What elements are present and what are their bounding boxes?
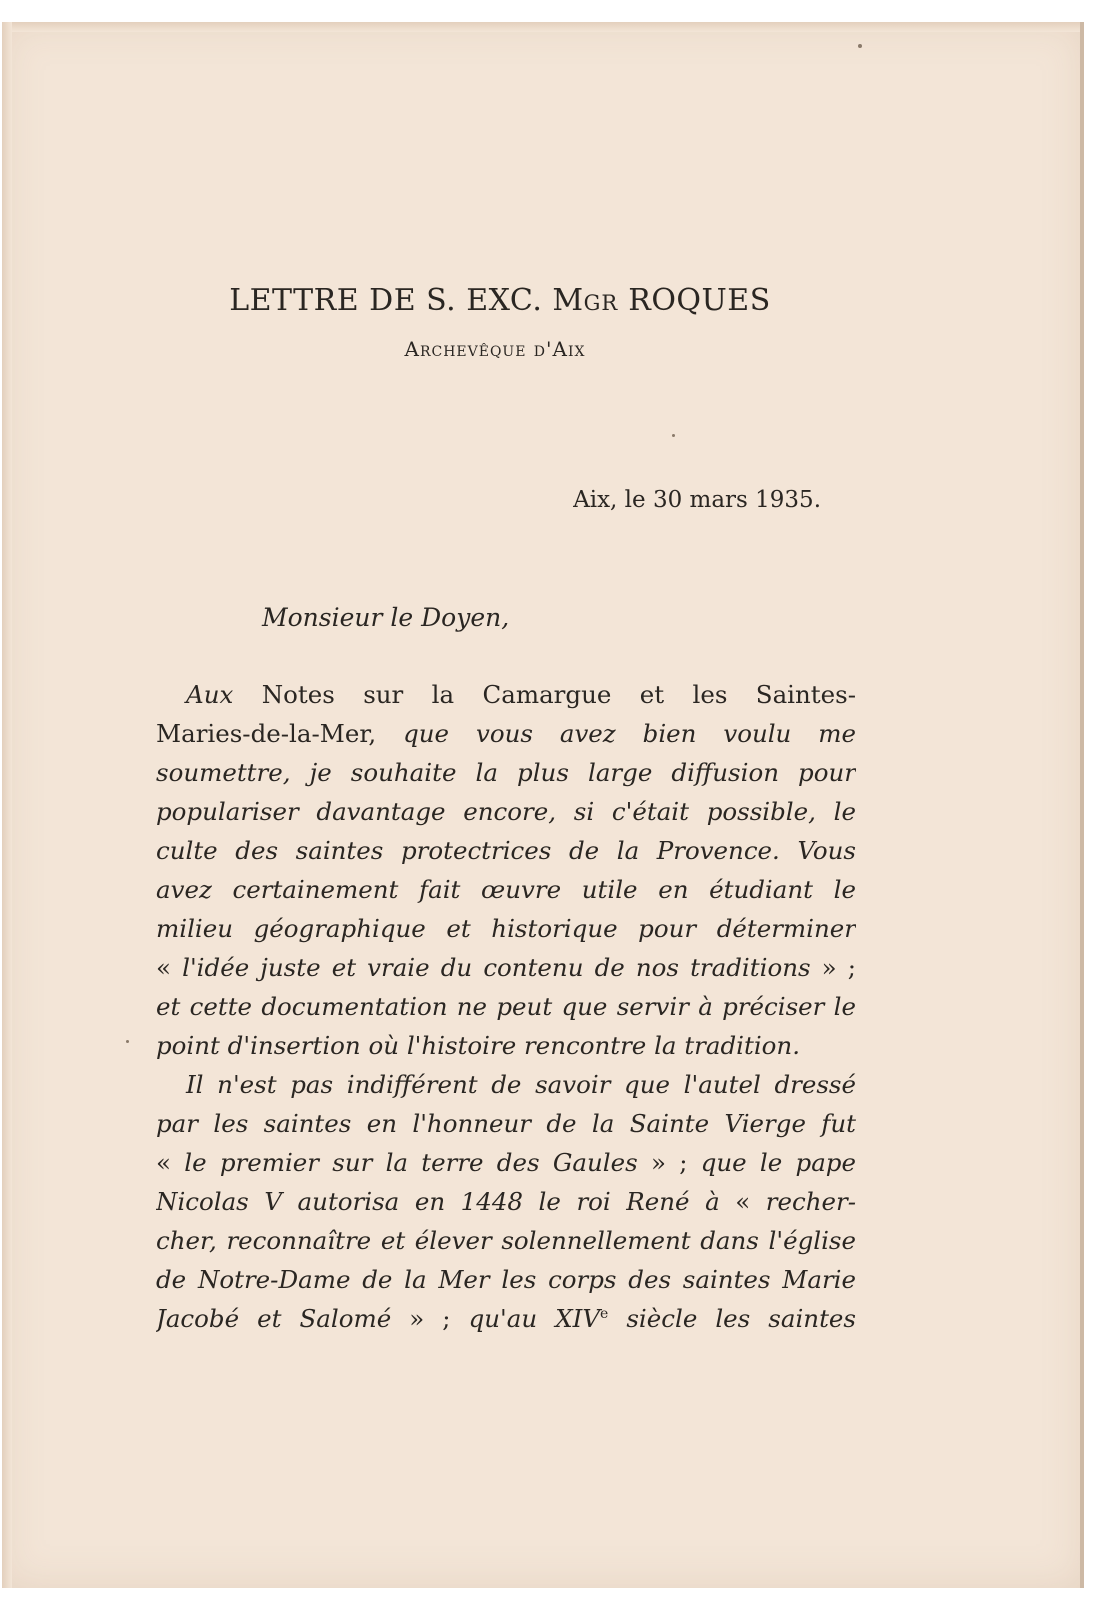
letter-title	[180, 283, 820, 318]
paper-speck	[858, 44, 862, 48]
body-text-segment: culte des saintes protectrices de la Provence. Vous	[156, 836, 856, 865]
body-text-line	[156, 1182, 856, 1221]
body-text-segment: recher-	[765, 1187, 856, 1216]
body-text-line	[156, 1260, 856, 1299]
body-text-segment: e	[600, 1305, 609, 1322]
body-text-line	[156, 1065, 856, 1104]
body-text-segment: » ;	[637, 1148, 701, 1177]
body-text-segment: avez certainement fait œuvre utile en étudiant le	[156, 875, 856, 904]
letter-salutation: Monsieur le Doyen,	[262, 603, 510, 632]
page-top-edge	[2, 22, 1084, 32]
body-text-line	[156, 753, 856, 792]
letter-title-part2: ROQUES	[618, 283, 771, 318]
body-text-line	[156, 1104, 856, 1143]
body-text-segment: Aux	[186, 680, 234, 709]
body-text-segment: Jacobé et Salomé	[156, 1304, 392, 1333]
letter-body	[156, 675, 856, 1338]
letter-title-smallcaps: GR	[583, 291, 619, 315]
body-text-segment: Notes sur la Camargue et les Saintes-	[233, 680, 856, 709]
body-text-segment: siècle les saintes	[608, 1304, 856, 1333]
body-text-line	[156, 1221, 856, 1260]
body-text-line	[156, 987, 856, 1026]
body-text-segment: de Notre-Dame de la Mer les corps des saintes Marie	[156, 1265, 856, 1294]
body-text-line	[156, 1026, 856, 1065]
body-text-segment: que vous avez bien voulu me	[403, 719, 856, 748]
body-text-segment: «	[156, 953, 183, 982]
body-text-segment: qu'au XIV	[468, 1304, 601, 1333]
body-text-segment: Nicolas V autorisa en 1448 le roi René à	[156, 1187, 736, 1216]
body-text-segment: » ;	[810, 953, 856, 982]
body-text-line	[156, 948, 856, 987]
body-text-segment: que le pape	[700, 1148, 856, 1177]
body-text-segment: par les saintes en l'honneur de la Sainte Vierge fut	[156, 1109, 856, 1138]
letter-dateline: Aix, le 30 mars 1935.	[573, 487, 821, 513]
paper-speck	[126, 1040, 129, 1043]
body-text-line	[156, 870, 856, 909]
body-text-line	[156, 831, 856, 870]
body-text-line	[156, 1299, 856, 1338]
body-text-segment: soumettre, je souhaite la plus large diffusion pour	[156, 758, 856, 787]
body-text-segment: » ;	[391, 1304, 469, 1333]
letter-title-part1: LETTRE DE S. EXC. M	[229, 283, 584, 318]
letter-subtitle: Archevêque d'Aix	[404, 337, 586, 361]
page-left-edge	[2, 22, 12, 1588]
body-text-segment: populariser davantage encore, si c'était possible, le	[156, 797, 856, 826]
body-text-line	[156, 909, 856, 948]
page-right-edge	[1080, 22, 1084, 1588]
body-text-segment: cher, reconnaître et élever solennellement dans l'église	[156, 1226, 856, 1255]
body-text-segment: et cette documentation ne peut que servir à préciser le	[156, 992, 856, 1021]
body-text-segment: le premier sur la terre des Gaules	[184, 1148, 638, 1177]
body-text-line	[156, 675, 856, 714]
body-text-segment: «	[156, 1148, 185, 1177]
body-text-segment: Maries-de-la-Mer,	[156, 719, 404, 748]
paper-speck	[672, 434, 675, 437]
body-text-segment: l'idée juste et vraie du contenu de nos traditions	[182, 953, 811, 982]
body-text-segment: point d'insertion où l'histoire rencontre la tradition.	[156, 1031, 800, 1060]
body-text-line	[156, 714, 856, 753]
body-text-segment: «	[735, 1187, 766, 1216]
body-text-line	[156, 1143, 856, 1182]
body-text-segment: milieu géographique et historique pour déterminer	[156, 914, 856, 943]
body-text-segment: Il n'est pas indifférent de savoir que l'autel dressé	[186, 1070, 856, 1099]
body-text-line	[156, 792, 856, 831]
